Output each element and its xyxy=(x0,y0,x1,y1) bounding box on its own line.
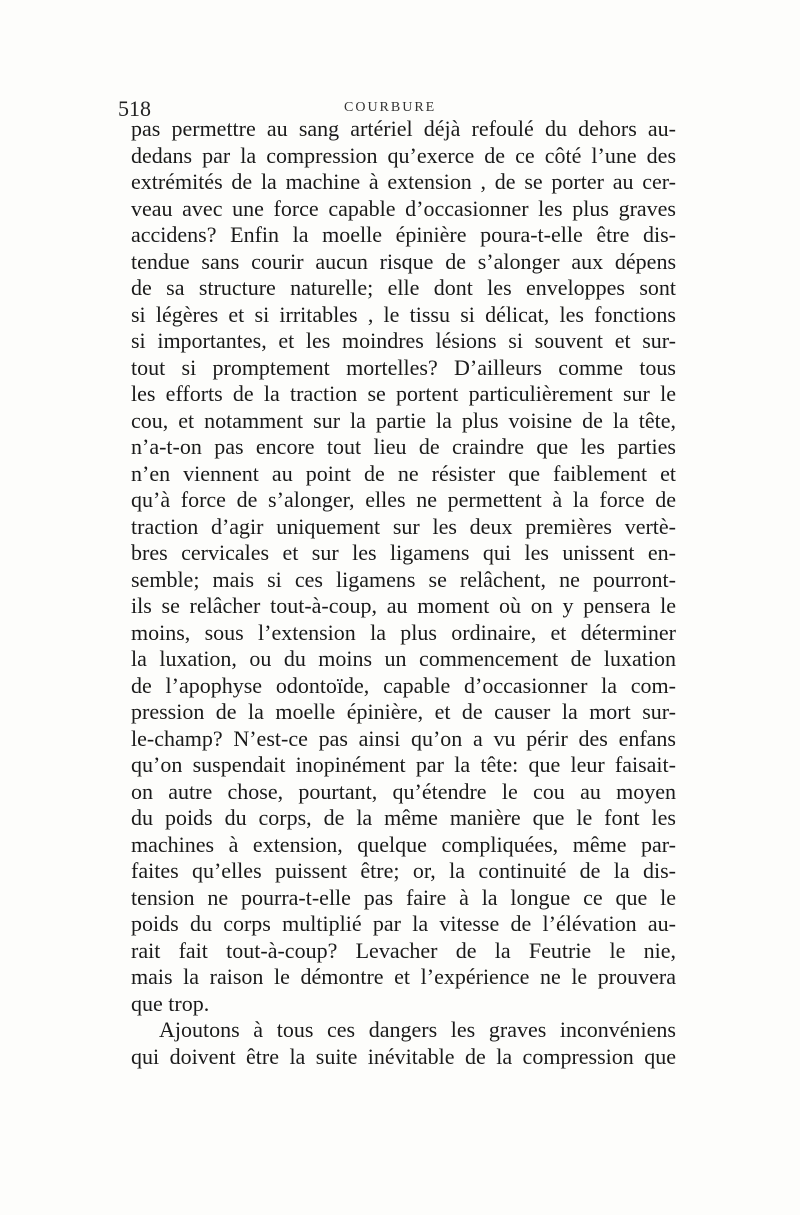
page-number: 518 xyxy=(118,96,151,121)
text-line: du poids du corps, de la même manière que le font les xyxy=(131,805,676,830)
text-line: qu’on suspendait inopinément par la tête: que leur faisait- xyxy=(131,752,676,777)
text-line: machines à extension, quelque compliquées, même par- xyxy=(131,831,676,857)
text-line: semble; mais si ces ligamens se relâchent, ne pourront- xyxy=(131,566,676,592)
text-line: faites qu’elles puissent être; or, la continuité de la dis- xyxy=(131,858,676,883)
text-line: si importantes, et les moindres lésions si souvent et sur- xyxy=(131,328,676,353)
body-text xyxy=(131,116,676,1070)
text-line: bres cervicales et sur les ligamens qui les unissent en- xyxy=(131,540,676,565)
text-line: n’a-t-on pas encore tout lieu de craindre que les parties xyxy=(131,434,676,459)
text-line: extrémités de la machine à extension , de se porter au cer- xyxy=(131,169,676,194)
text-line: veau avec une force capable d’occasionner les plus graves xyxy=(131,195,676,221)
text-line: si légères et si irritables , le tissu si délicat, les fonctions xyxy=(131,301,676,327)
text-line: poids du corps multiplié par la vitesse de l’élévation au- xyxy=(131,911,676,936)
text-line: qu’à force de s’alonger, elles ne permettent à la force de xyxy=(131,487,676,512)
paragraph-start-line: Ajoutons à tous ces dangers les graves inconvéniens xyxy=(159,1017,676,1042)
text-line: de l’apophyse odontoïde, capable d’occasionner la com- xyxy=(131,672,676,698)
text-line: moins, sous l’extension la plus ordinaire, et déterminer xyxy=(131,619,676,645)
text-line: n’en viennent au point de ne résister que faiblement et xyxy=(131,460,676,486)
text-line: pression de la moelle épinière, et de causer la mort sur- xyxy=(131,699,676,724)
text-line: tension ne pourra-t-elle pas faire à la longue ce que le xyxy=(131,884,676,910)
text-line: la luxation, ou du moins un commencement de luxation xyxy=(131,646,676,671)
text-line: cou, et notamment sur la partie la plus voisine de la tête, xyxy=(131,407,676,433)
text-line: tendue sans courir aucun risque de s’alonger aux dépens xyxy=(131,248,676,274)
text-line: on autre chose, pourtant, qu’étendre le cou au moyen xyxy=(131,778,676,804)
text-line: dedans par la compression qu’exerce de ce côté l’une des xyxy=(131,142,676,168)
text-line: les efforts de la traction se portent particulièrement sur le xyxy=(131,381,676,406)
text-line: qui doivent être la suite inévitable de la compression que xyxy=(131,1043,676,1069)
text-line: traction d’agir uniquement sur les deux premières vertè- xyxy=(131,513,676,539)
text-line: de sa structure naturelle; elle dont les enveloppes sont xyxy=(131,275,676,300)
text-line: pas permettre au sang artériel déjà refoulé du dehors au- xyxy=(131,116,676,141)
paragraph-end-line: que trop. xyxy=(131,990,210,1016)
text-line: rait fait tout-à-coup? Levacher de la Feutrie le nie, xyxy=(131,937,676,963)
text-line: ils se relâcher tout-à-coup, au moment où on y pensera le xyxy=(131,593,676,618)
text-line: mais la raison le démontre et l’expérience ne le prouvera xyxy=(131,964,676,989)
running-title: COURBURE xyxy=(344,100,437,115)
text-line: accidens? Enfin la moelle épinière poura-t-elle être dis- xyxy=(131,222,676,247)
text-line: le-champ? N’est-ce pas ainsi qu’on a vu périr des enfans xyxy=(131,725,676,751)
text-line: tout si promptement mortelles? D’ailleurs comme tous xyxy=(131,354,676,380)
